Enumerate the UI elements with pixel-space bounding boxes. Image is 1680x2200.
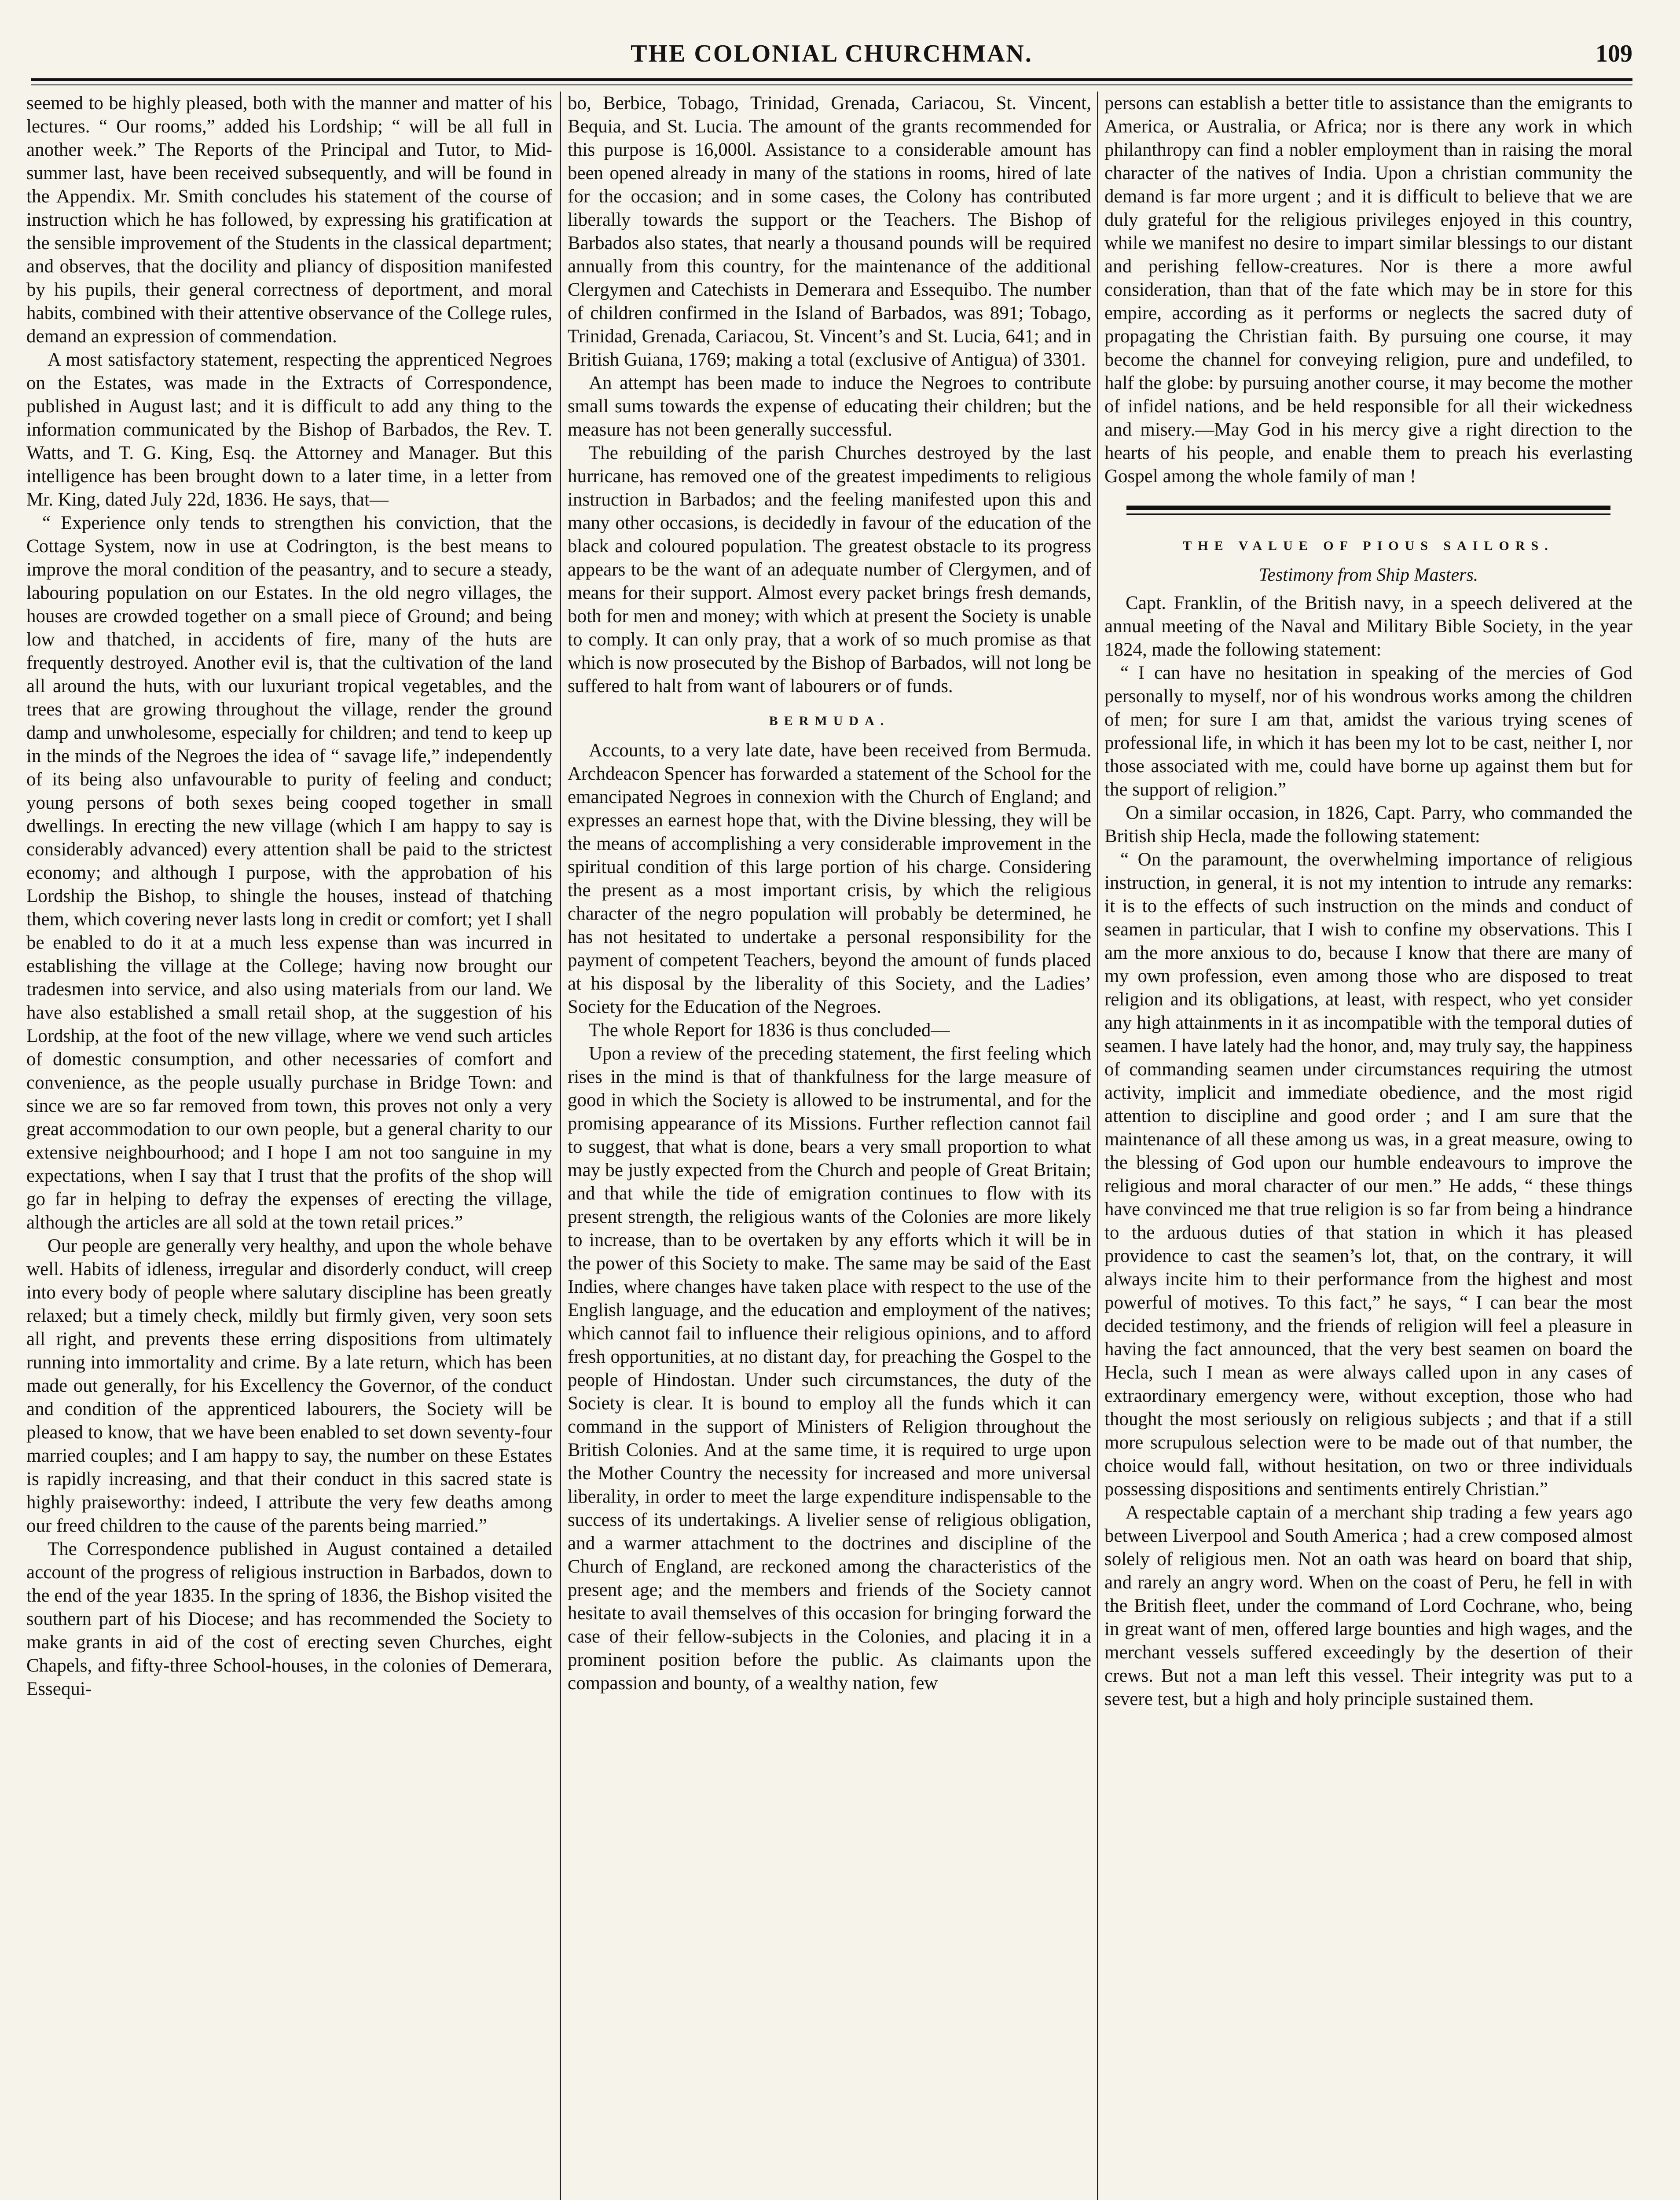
header-rule-thin [31,84,1632,85]
page-header [31,40,1632,70]
paragraph: Our people are generally very healthy, and upon the whole behave well. Habits of idleness, irregular and disorderly conduct, will creep into every body of people where salutary discipline has been greatly relaxed; but a timely check, mildly but firmly given, very soon sets all right, and prevents these erring dispositions from ultimately running into immortality and crime. By a late return, which has been made out generally, for his Excellency the Governor, of the conduct and condition of the apprenticed labourers, the Society will be pleased to know, that we have been enabled to set down seventy-four married couples; and I am happy to say, the number on these Estates is rapidly increasing, and that their conduct in this sacred state is highly praiseworthy: indeed, I attribute the very few deaths among our freed children to the cause of the parents being married.” [26,1236,552,1536]
column-divider [1097,92,1098,2200]
paragraph: Upon a review of the preceding statement, the first feeling which rises in the mind is that of thankfulness for the large measure of good in which the Society is allowed to be instrumental, and for the promising appearance of its Missions. Further reflection cannot fail to suggest, that what is done, bears a very small proportion to what may be justly expected from the Church and people of Great Britain; and that while the tide of emigration continues to flow with its present strength, the religious wants of the Colonies are more likely to increase, than to be overtaken by any efforts which it will be in the power of this Society to make. The same may be said of the East Indies, where changes have taken place with respect to the use of the English language, and the education and employment of the natives; which cannot fail to influence their religious opinions, and to afford fresh opportunities, at no distant day, for preaching the Gospel to the people of Hindostan. Under such circumstances, the duty of the Society is clear. It is bound to employ all the funds which it can command in the support of Ministers of Religion throughout the British Colonies. And at the same time, it is required to urge upon the Mother Country the necessity for increased and more universal liberality, in order to meet the large expenditure indispensable to the success of its undertakings. A livelier sense of religious obligation, and a warmer attachment to the doctrines and discipline of the Church of England, are reckoned among the characteristics of the present age; and the members and friends of the Society cannot hesitate to avail themselves of this occasion for bringing forward the case of their fellow-subjects in the Colonies, and placing it in a prominent position before the public. As claimants upon the compassion and bounty, of a wealthy nation, few [568,1043,1091,1694]
paragraph: persons can establish a better title to assistance than the emigrants to America, or Australia, or Africa; nor is there any work in which philanthropy can find a nobler employment than in raising the moral character of the natives of India. Upon a christian community the demand is far more urgent ; and it is difficult to believe that we are duly grateful for the religious privileges enjoyed in this country, while we manifest no desire to impart similar blessings to our distant and perishing fellow-creatures. Nor is there a more awful consideration, than that of the fate which may be in store for this empire, according as it performs or neglects the sacred duty of propagating the Christian faith. By pursuing one course, it may become the channel for conveying religion, pure and undefiled, to half the globe: by pursuing another course, it may become the mother of infidel nations, and be held responsible for all their wickedness and misery.—May God in his mercy give a right direction to the hearts of his people, and enable them to preach his everlasting Gospel among the whole family of man ! [1104,93,1632,487]
quoted-paragraph: “ On the paramount, the overwhelming importance of religious instruction, in general, it is not my intention to intrude any remarks: it is to the effects of such instruction on the minds and conduct of seamen in particular, that I wish to confine my observations. This I am the more anxious to do, because I know that there are many of my own profession, even among those who are disposed to treat religion and its obligations, at least, with respect, who yet consider any high attainments in it as incompatible with the temporal duties of seamen. I have lately had the honor, and, may truly say, the happiness of commanding seamen under circumstances requiring the utmost activity, implicit and immediate obedience, and the most rigid attention to discipline and good order ; and I am sure that the maintenance of all these among us was, in a great measure, owing to the blessing of God upon our humble endeavours to improve the religious and moral character of our men.” He adds, “ these things have convinced me that true religion is so far from being a hindrance to the arduous duties of that station in which it has pleased providence to cast the seamen’s lot, that, on the contrary, it will always incite him to their performance from the highest and most powerful of motives. To this fact,” he says, “ I can bear the most decided testimony, and the friends of religion will feel a pleasure in having the fact announced, that the very best seamen on board the Hecla, such I mean as were always called upon in any cases of extraordinary emergency were, without exception, those who had thought the most seriously on religious subjects ; and that if a still more scrupulous selection were to be made out of that number, the choice would fall, without hesitation, on two or three individuals possessing dispositions and sentiments entirely Christian.” [1104,849,1632,1500]
paragraph: Capt. Franklin, of the British navy, in a speech delivered at the annual meeting of the Naval and Military Bible Society, in the year 1824, made the following statement: [1104,593,1632,660]
paragraph: The whole Report for 1836 is thus concluded— [589,1020,950,1041]
paragraph: A respectable captain of a merchant ship trading a few years ago between Liverpool and South America ; had a crew composed almost solely of religious men. Not an oath was heard on board that ship, and rarely an angry word. When on the coast of Peru, he fell in with the British fleet, under the command of Lord Cochrane, who, being in great want of men, offered large bounties and high wages, and the merchant vessels suffered exceedingly by the desertion of their crews. But not a man left this vessel. Their integrity was put to a severe test, but a high and holy principle sustained them. [1104,1502,1632,1709]
column-2 [568,92,1091,2200]
column-1 [26,92,552,2200]
paragraph: A most satisfactory statement, respecting the apprenticed Negroes on the Estates, was made in the Extracts of Correspondence, published in August last; and it is difficult to add any thing to the information communicated by the Bishop of Barbados, the Rev. T. Watts, and T. G. King, Esq. the Attorney and Manager. But this intelligence has been brought down to a later time, in a letter from Mr. King, dated July 22d, 1836. He says, that— [26,349,552,510]
section-subheading: Testimony from Ship Masters. [1258,565,1478,585]
quoted-paragraph: “ Experience only tends to strengthen his conviction, that the Cottage System, now in use at Codrington, is the best means to improve the moral condition of the peasantry, and to secure a steady, labouring population on our Estates. In the old negro villages, the houses are crowded together on a small piece of Ground; and being low and thatched, in accidents of fire, many of the huts are frequently destroyed. Another evil is, that the cultivation of the land all around the huts, with our luxuriant tropical vegetables, and the trees that are growing throughout the village, render the ground damp and unwholesome, especially for children; and tend to keep up in the minds of the Negroes the idea of “ savage life,” independently of its being also unfavourable to purity of feeling and conduct; young persons of both sexes being cooped together in small dwellings. In erecting the new village (which I am happy to say is considerably advanced) every attention shall be paid to the strictest economy; and although I purpose, with the approbation of his Lordship the Bishop, to shingle the houses, instead of thatching them, which covering never lasts long in credit or comfort; yet I shall be enabled to do it at a much less expense than was incurred in establishing the village at the College; having now brought our tradesmen into service, and also using materials from our land. We have also established a small retail shop, at the suggestion of his Lordship, at the foot of the new village, where we vend such articles of domestic consumption, and other necessaries of comfort and convenience, as the people usually purchase in Bridge Town: and since we are so far removed from town, this proves not only a very great accommodation to our own people, but a general charity to our extensive neighbourhood; and I hope I am not too sanguine in my expectations, when I say that I trust that the profits of the shop will go far in helping to defray the expenses of erecting the village, although the articles are all sold at the town retail prices.” [26,513,552,1233]
paragraph: An attempt has been made to induce the Negroes to contribute small sums towards the expense of educating their children; but the measure has not been generally successful. [568,373,1091,440]
page-number: 109 [1596,40,1632,67]
paragraph: The rebuilding of the parish Churches destroyed by the last hurricane, has removed one of the greatest impediments to religious instruction in Barbados; and the feeling manifested upon this and many other occasions, is decidedly in favour of the education of the black and coloured population. The greatest obstacle to its progress appears to be the want of an adequate number of Clergymen, and of means for their support. Almost every packet brings fresh demands, both for men and money; with which at present the Society is unable to comply. It can only pray, that a work of so much promise as that which is now prosecuted by the Bishop of Barbados, will not long be suffered to halt from want of labourers or of funds. [568,443,1091,697]
quoted-paragraph: “ I can have no hesitation in speaking of the mercies of God personally to myself, nor of his wondrous works among the children of men; for sure I am that, amidst the various trying scenes of professional life, in which it has been my lot to be cast, neither I, nor those associated with me, could have borne up against them but for the support of religion.” [1104,663,1632,800]
paragraph: seemed to be highly pleased, both with the manner and matter of his lectures. “ Our rooms,” added his Lordship; “ will be all full in another week.” The Reports of the Principal and Tutor, to Mid-summer last, have been received subsequently, and will be found in the Appendix. Mr. Smith concludes his statement of the course of instruction which he has followed, by expressing his gratification at the sensible improvement of the Students in the classical department; and observes, that the docility and pliancy of disposition manifested by his pupils, their general correctness of deportment, and moral habits, combined with their attentive observance of the College rules, demand an expression of commendation. [26,93,552,347]
paragraph: Accounts, to a very late date, have been received from Bermuda. Archdeacon Spencer has forwarded a statement of the School for the emancipated Negroes in connexion with the Church of England; and expresses an earnest hope that, with the Divine blessing, they will be the means of accomplishing a very considerable improvement in the spiritual condition of this large portion of his charge. Considering the present as a most important crisis, by which the religious character of the negro population will probably be determined, he has not hesitated to undertake a personal responsibility for the payment of competent Teachers, beyond the amount of funds placed at his disposal by the liberality of this Society, and the Ladies’ Society for the Education of the Negroes. [568,740,1091,1017]
section-heading-bermuda: BERMUDA. [769,714,890,728]
column-divider [560,92,561,2200]
masthead-title: THE COLONIAL CHURCHMAN. [631,40,1033,67]
header-rule [31,78,1632,81]
paragraph: bo, Berbice, Tobago, Trinidad, Grenada, Cariacou, St. Vincent, Bequia, and St. Lucia. The amount of the grants recommended for this purpose is 16,000l. Assistance to a considerable amount has been opened already in many of the stations in rooms, hired of late for the occasion; and in some cases, the Colony has contributed liberally towards the support or the Teachers. The Bishop of Barbados also states, that nearly a thousand pounds will be required annually from this country, for the maintenance of the additional Clergymen and Catechists in Demerara and Essequibo. The number of children confirmed in the Island of Barbados, was 891; Tobago, Trinidad, Grenada, Cariacou, St. Vincent’s and St. Lucia, 641; and in British Guiana, 1769; making a total (exclusive of Antigua) of 3301. [568,93,1091,370]
section-heading-pious-sailors: THE VALUE OF PIOUS SAILORS. [1183,539,1554,553]
paragraph: The Correspondence published in August contained a detailed account of the progress of religious instruction in Barbados, down to the end of the year 1835. In the spring of 1836, the Bishop visited the southern part of his Diocese; and has recommended the Society to make grants in aid of the cost of erecting seven Churches, eight Chapels, and fifty-three School-houses, in the colonies of Demerara, Essequi- [26,1539,552,1699]
section-divider [1104,506,1632,515]
column-3 [1104,92,1632,2200]
paragraph: On a similar occasion, in 1826, Capt. Parry, who commanded the British ship Hecla, made the following statement: [1104,803,1632,847]
